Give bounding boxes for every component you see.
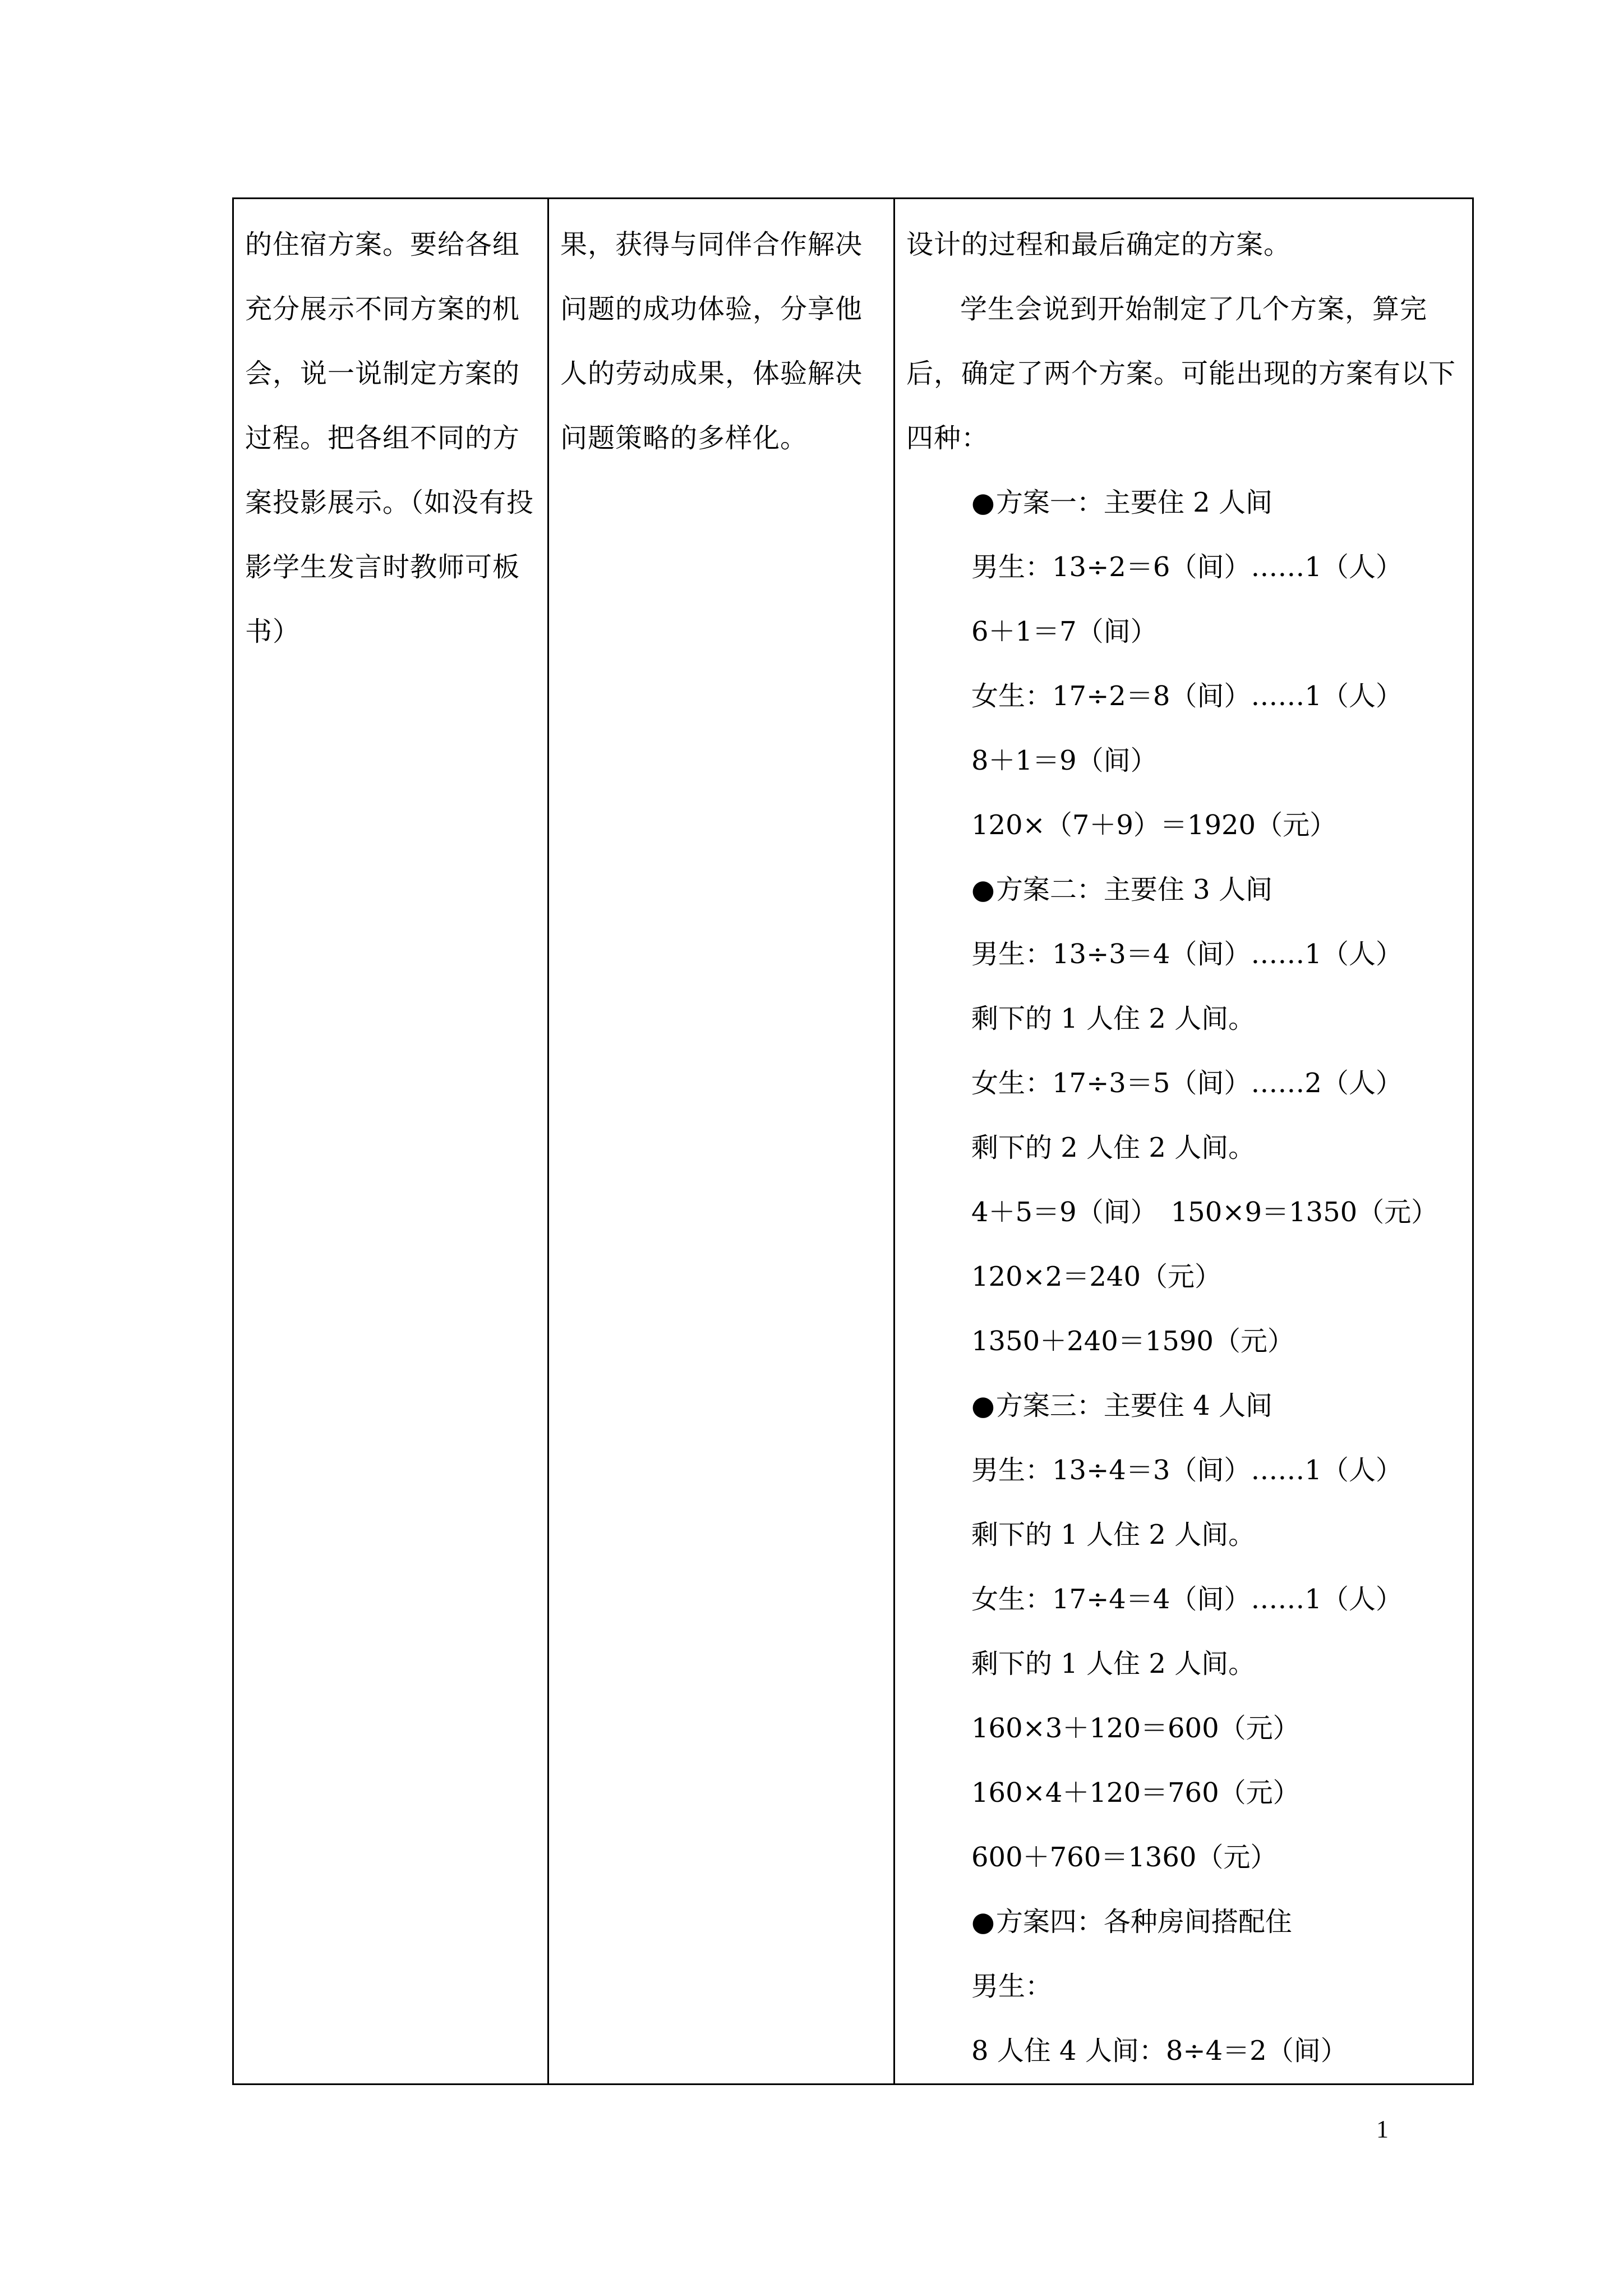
calc-line: 160×3＋120＝600（元） [971, 1713, 1300, 1744]
calc-line: 男生：13÷4＝3（间）……1（人） [971, 1455, 1403, 1486]
calc-line: 6＋1＝7（间） [971, 616, 1158, 647]
calc-line: 8＋1＝9（间） [971, 745, 1158, 776]
lesson-table [232, 197, 1474, 2085]
table-row [233, 199, 1473, 2085]
calc-line: 剩下的 1 人住 2 人间。 [971, 1519, 1256, 1550]
plan-title [906, 1890, 1463, 1954]
bullet-icon: ● [971, 1390, 995, 1421]
plan-title-text: 方案四：各种房间搭配住 [995, 1906, 1292, 1938]
page-number: 1 [1376, 2115, 1389, 2143]
calc-line: 女生：17÷4＝4（间）……1（人） [971, 1584, 1403, 1615]
calc-line: 160×4＋120＝760（元） [971, 1777, 1300, 1809]
calc-line: 女生：17÷3＝5（间）……2（人） [971, 1068, 1403, 1099]
plan-title [906, 858, 1463, 922]
calc-line: 剩下的 1 人住 2 人间。 [971, 1003, 1256, 1034]
plan-title-text: 方案一：主要住 2 人间 [995, 487, 1272, 518]
calc-line: 男生： [971, 1971, 1053, 2002]
calc-line: 男生：13÷3＝4（间）……1（人） [971, 938, 1403, 970]
plan-title [906, 471, 1463, 535]
student-activity-intro: 设计的过程和最后确定的方案。 [906, 229, 1292, 260]
calc-line: 120×（7＋9）＝1920（元） [971, 809, 1337, 841]
teacher-activity-cell [233, 199, 548, 2085]
plan-title [906, 1374, 1463, 1438]
bullet-icon: ● [971, 874, 995, 905]
calc-line: 4＋5＝9（间） 150×9＝1350（元） [971, 1197, 1438, 1228]
calc-line: 男生：13÷2＝6（间）……1（人） [971, 551, 1403, 583]
calc-line: 女生：17÷2＝8（间）……1（人） [971, 680, 1403, 712]
calc-line: 1350＋240＝1590（元） [971, 1326, 1294, 1357]
student-activity-cell [895, 199, 1473, 2085]
bullet-icon: ● [971, 487, 995, 518]
calc-line: 剩下的 1 人住 2 人间。 [971, 1648, 1256, 1680]
design-intent-cell [548, 199, 895, 2085]
student-activity-paragraph: 学生会说到开始制定了几个方案，算完后，确定了两个方案。可能出现的方案有以下四种： [906, 293, 1456, 454]
calc-line: 600＋760＝1360（元） [971, 1842, 1278, 1873]
calc-line: 剩下的 2 人住 2 人间。 [971, 1132, 1256, 1163]
calc-line: 8 人住 4 人间：8÷4＝2（间） [971, 2035, 1348, 2067]
calc-line: 120×2＝240（元） [971, 1261, 1221, 1292]
plan-title-text: 方案二：主要住 3 人间 [995, 874, 1272, 905]
teacher-activity-text: 的住宿方案。要给各组充分展示不同方案的机会，说一说制定方案的过程。把各组不同的方案投影展示。（如没有投影学生发言时教师可板书） [245, 229, 534, 647]
plan-title-text: 方案三：主要住 4 人间 [995, 1390, 1272, 1421]
bullet-icon: ● [971, 1906, 995, 1938]
design-intent-text: 果，获得与同伴合作解决问题的成功体验，分享他人的劳动成果，体验解决问题策略的多样化。 [560, 229, 863, 454]
